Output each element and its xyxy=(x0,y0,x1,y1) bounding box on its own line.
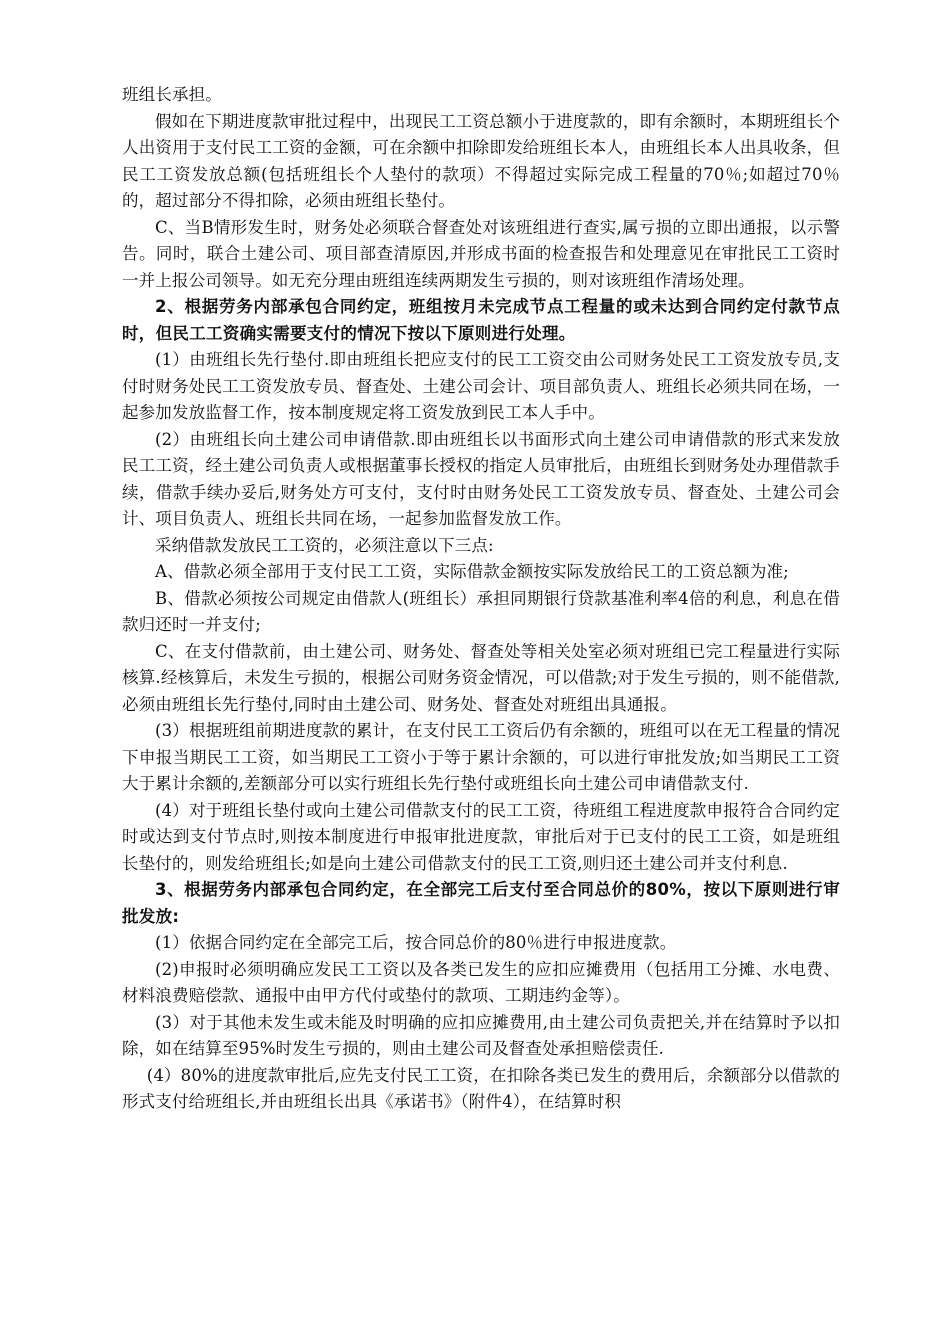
document-body xyxy=(122,82,840,1116)
paragraph-loan-note-c: C、在支付借款前，由土建公司、财务处、督查处等相关处室必须对班组已完工程量进行实际核算.经核算后，未发生亏损的，根据公司财务资金情况，可以借款;对于发生亏损的，则不能借款,必须由班组长先行垫付,同时由土建公司、财务处、督查处对班组出具通报。 xyxy=(122,641,840,714)
paragraph-loan-notes-intro: 采纳借款发放民工工资的，必须注意以下三点: xyxy=(155,535,494,555)
paragraph-3-4: (4）80%的进度款审批后,应先支付民工工资，在扣除各类已发生的费用后，余额部分以借款的形式支付给班组长,并由班组长出具《承诺书》（附件4），在结算时积 xyxy=(122,1065,840,1111)
section-heading-3: 3、根据劳务内部承包合同约定，在全部完工后支付至合同总价的80%，按以下原则进行审批发放: xyxy=(122,880,840,926)
paragraph-3-1: (1）依据合同约定在全部完工后，按合同总价的80％进行申报进度款。 xyxy=(155,933,677,952)
paragraph-surplus-deduction: 假如在下期进度款审批过程中，出现民工工资总额小于进度款的，即有余额时，本期班组长个人出资用于支付民工工资的金额，可在余额中扣除即发给班组长本人，由班组长本人出具收条，但民工工资发放总额(包括班组长个人垫付的款项）不得超过实际完成工程量的70％;如超过70％的，超过部分不得扣除，必须由班组长垫付。 xyxy=(122,111,840,210)
paragraph-loan-note-a: A、借款必须全部用于支付民工工资，实际借款金额按实际发放给民工的工资总额为准; xyxy=(155,562,789,581)
paragraph-loan-note-b: B、借款必须按公司规定由借款人(班组长）承担同期银行贷款基准利率4倍的利息，利息在借款归还时一并支付; xyxy=(122,588,840,634)
paragraph-2-4-repayment: (4）对于班组长垫付或向土建公司借款支付的民工工资，待班组工程进度款申报符合合同约定时或达到支付节点时,则按本制度进行申报审批进度款，审批后对于已支付的民工工资，如是班组长垫付的，则发给班组长;如是向土建公司借款支付的民工工资,则归还土建公司并支付利息. xyxy=(122,800,840,873)
paragraph-3-2: (2)申报时必须明确应发民工工资以及各类已发生的应扣应摊费用（包括用工分摊、水电费、材料浪费赔偿款、通报中由甲方代付或垫付的款项、工期违约金等）。 xyxy=(122,959,840,1005)
paragraph-2-1-advance: (1）由班组长先行垫付.即由班组长把应支付的民工工资交由公司财务处民工工资发放专员,支付时财务处民工工资发放专员、督查处、土建公司会计、项目部负责人、班组长必须共同在场，一起参加发放监督工作，按本制度规定将工资发放到民工本人手中。 xyxy=(122,350,840,422)
section-heading-2: 2、根据劳务内部承包合同约定，班组按月未完成节点工程量的或未达到合同约定付款节点时，但民工工资确实需要支付的情况下按以下原则进行处理。 xyxy=(122,297,840,343)
paragraph-2-3-accumulated: (3）根据班组前期进度款的累计，在支付民工工资后仍有余额的，班组可以在无工程量的情况下申报当期民工工资，如当期民工工资小于等于累计余额的，可以进行审批发放;如当期民工工资大于累计余额的,差额部分可以实行班组长先行垫付或班组长向土建公司申请借款支付. xyxy=(122,721,840,793)
paragraph-continuation: 班组长承担。 xyxy=(122,85,222,104)
paragraph-3-3: (3）对于其他未发生或未能及时明确的应扣应摊费用,由土建公司负责把关,并在结算时予以扣除，如在结算至95%时发生亏损的，则由土建公司及督查处承担赔偿责任. xyxy=(122,1012,840,1058)
paragraph-item-c-loss: C、当B情形发生时，财务处必须联合督查处对该班组进行查实,属亏损的立即出通报，以示警告。同时，联合土建公司、项目部查清原因,并形成书面的检查报告和处理意见在审批民工工资时一并上报公司领导。如无充分理由班组连续两期发生亏损的，则对该班组作清场处理。 xyxy=(122,217,840,290)
paragraph-2-2-loan: (2）由班组长向土建公司申请借款.即由班组长以书面形式向土建公司申请借款的形式来发放民工工资，经土建公司负责人或根据董事长授权的指定人员审批后，由班组长到财务处办理借款手续，借款手续办妥后,财务处方可支付，支付时由财务处民工工资发放专员、督查处、土建公司会计、项目负责人、班组长共同在场，一起参加监督发放工作。 xyxy=(122,429,840,528)
